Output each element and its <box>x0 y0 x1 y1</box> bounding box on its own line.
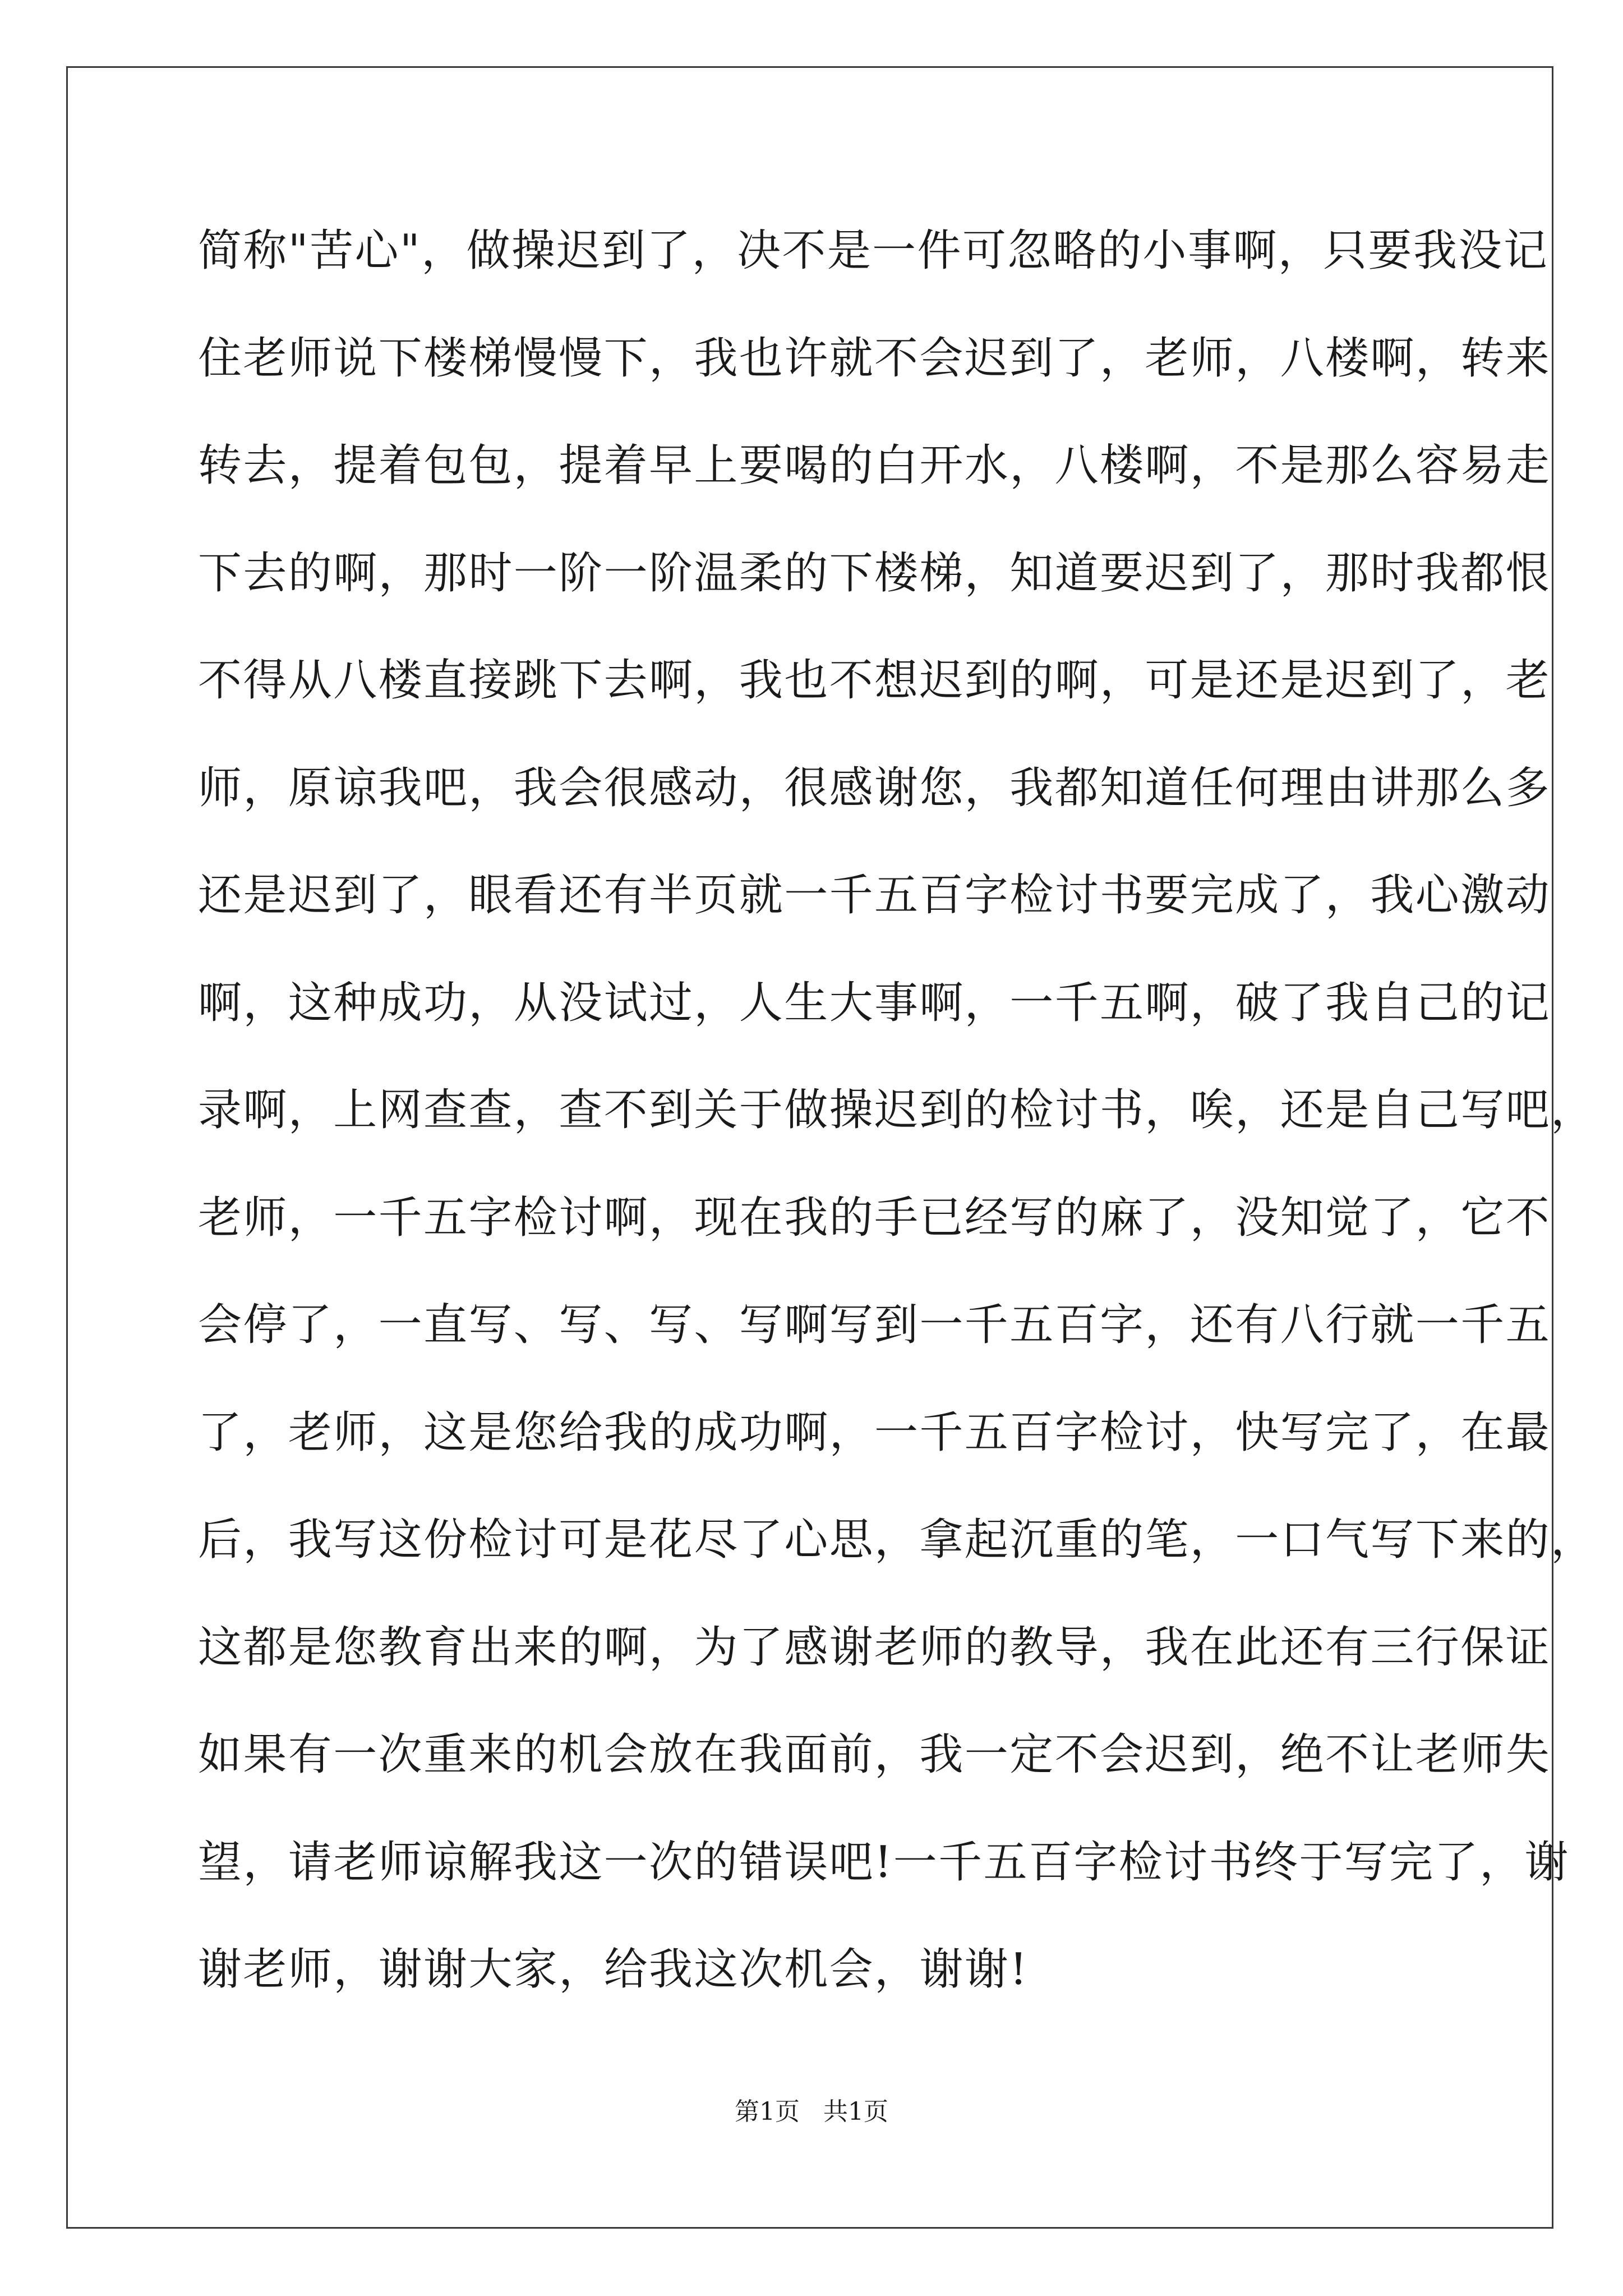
text-line: 望，请老师谅解我这一次的错误吧!一千五百字检讨书终于写完了，谢 <box>198 1837 1570 1888</box>
text-line: 转去，提着包包，提着早上要喝的白开水，八楼啊，不是那么容易走 <box>198 440 1551 491</box>
text-line: 住老师说下楼梯慢慢下，我也许就不会迟到了，老师，八楼啊，转来 <box>198 333 1551 384</box>
page-number: 第1页 共1页 <box>735 2097 888 2126</box>
text-line: 老师，一千五字检讨啊，现在我的手已经写的麻了，没知觉了，它不 <box>198 1192 1551 1243</box>
text-line: 如果有一次重来的机会放在我面前，我一定不会迟到，绝不让老师失 <box>198 1729 1551 1780</box>
text-line: 后，我写这份检讨可是花尽了心思，拿起沉重的笔，一口气写下来的， <box>198 1515 1596 1565</box>
page-footer <box>0 2095 1623 2129</box>
text-line: 啊，这种成功，从没试过，人生大事啊，一千五啊，破了我自己的记 <box>198 977 1551 1028</box>
text-line: 这都是您教育出来的啊，为了感谢老师的教导，我在此还有三行保证 <box>198 1622 1551 1673</box>
text-line: 下去的啊，那时一阶一阶温柔的下楼梯，知道要迟到了，那时我都恨 <box>198 547 1551 599</box>
text-line: 师，原谅我吧，我会很感动，很感谢您，我都知道任何理由讲那么多 <box>198 762 1551 813</box>
text-line: 了，老师，这是您给我的成功啊，一千五百字检讨，快写完了，在最 <box>198 1407 1551 1458</box>
text-line: 谢老师，谢谢大家，给我这次机会，谢谢! <box>198 1944 1029 1995</box>
text-line: 录啊，上网查查，查不到关于做操迟到的检讨书，唉，还是自己写吧， <box>198 1085 1596 1135</box>
text-line: 会停了，一直写、写、写、写啊写到一千五百字，还有八行就一千五 <box>198 1300 1551 1350</box>
text-line: 还是迟到了，眼看还有半页就一千五百字检讨书要完成了，我心激动 <box>198 870 1551 921</box>
text-line: 简称"苦心"，做操迟到了，决不是一件可忽略的小事啊，只要我没记 <box>198 226 1549 276</box>
text-line: 不得从八楼直接跳下去啊，我也不想迟到的啊，可是还是迟到了，老 <box>198 655 1551 706</box>
document-body <box>198 197 1596 2024</box>
